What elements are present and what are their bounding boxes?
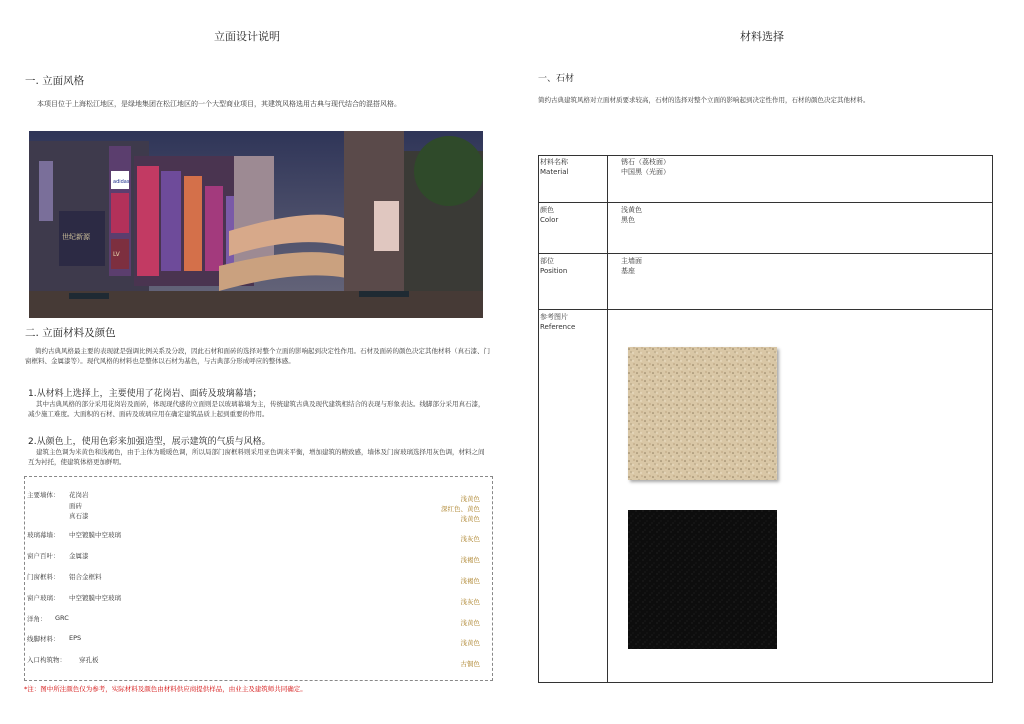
- granite-yellow-texture: [628, 347, 777, 480]
- color-label-en: Color: [540, 216, 559, 224]
- spec-color: 深红色、黄色: [441, 505, 480, 513]
- spec-label: 洋角：: [27, 615, 47, 623]
- spec-color: 浅灰色: [460, 535, 480, 543]
- spec-value: 花岗岩: [69, 491, 89, 499]
- spec-value: 中空镀膜中空玻璃: [69, 594, 121, 602]
- position-value: 基座: [621, 267, 635, 275]
- material-label-cn: 材料名称: [540, 158, 568, 166]
- material-value: 锈石（荔枝面）: [621, 158, 670, 166]
- color-label-cn: 颜色: [540, 206, 554, 214]
- material-spec-box: [24, 476, 493, 681]
- spec-value: 真石漆: [69, 512, 89, 520]
- spec-label: 门窗框料：: [27, 573, 60, 581]
- stone-text: 简约古典建筑风格对立面材质要求较高，石材的选择对整个立面的影响起到决定性作用，石材的颜色决定其他材料。: [538, 96, 870, 104]
- left-page-title: 立面设计说明: [214, 30, 280, 43]
- table-divider: [539, 309, 992, 310]
- spec-value: EPS: [69, 634, 82, 642]
- table-divider: [539, 253, 992, 254]
- color-value: 浅黄色: [621, 206, 642, 214]
- sign-text: LV: [113, 251, 120, 258]
- spec-color: 古铜色: [460, 660, 480, 668]
- reference-label-cn: 参考图片: [540, 313, 568, 321]
- building-photo: [29, 131, 483, 318]
- spec-label: 入口构筑物：: [27, 656, 66, 664]
- material-table: [538, 155, 993, 683]
- material-value: 中国黑（光面）: [621, 168, 670, 176]
- sign-text: adidas: [113, 179, 130, 185]
- spec-label: 窗户玻璃：: [27, 594, 60, 602]
- point-1-text: 其中古典风格的部分采用花岗岩及面砖，体现现代感的立面则是以玻璃幕墙为主，传统建筑古典及现代建筑相结合的表现与形象表达。线脚部分采用真石漆，减少施工难度。大面积的石材、面砖及玻璃应用在确定建筑品质上起到重要的作用。: [28, 400, 485, 418]
- spec-label: 窗户百叶：: [27, 552, 60, 560]
- spec-value: 穿孔板: [79, 656, 99, 664]
- position-label-en: Position: [540, 267, 568, 275]
- spec-label: 主要墙体：: [27, 491, 60, 499]
- position-value: 主墙面: [621, 257, 642, 265]
- spec-value: 中空镀膜中空玻璃: [69, 531, 121, 539]
- spec-value: 铝合金框料: [69, 573, 102, 581]
- stone-heading: 一、石材: [538, 74, 575, 84]
- spec-value: 金属漆: [69, 552, 89, 560]
- point-1-heading: 1.从材料上选择上，主要使用了花岗岩、面砖及玻璃幕墙；: [28, 389, 262, 399]
- spec-color: 浅黄色: [460, 619, 480, 627]
- material-label-en: Material: [540, 168, 569, 176]
- point-2-text: 建筑主色调为米黄色和浅褐色，由于主体为暖暖色调，所以局部门窗框料则采用亚色调来平衡，增加建筑的精致感，墙体及门窗玻璃选择用灰色调，材料之间互为衬托，使建筑体格更加鲜明。: [28, 448, 485, 466]
- spec-color: 浅褐色: [460, 577, 480, 585]
- sign-text: 世纪新源: [62, 233, 90, 241]
- spec-color: 浅灰色: [460, 598, 480, 606]
- spec-label: 玻璃幕墙：: [27, 531, 60, 539]
- china-black-texture: [628, 510, 777, 649]
- section-text-materials: 简约古典风格最主要的表现就是强调比例关系及分段，因此石材和面砖的选择对整个立面的影响起到决定性作用。石材及面砖的颜色决定其他材料（真石漆、门窗框料、金属漆等）。现代风格的材料也是整体以石材为基色，与古典部分形成呼应的整体感。: [25, 347, 490, 365]
- spec-value: GRC: [55, 614, 69, 622]
- reference-label-en: Reference: [540, 323, 576, 331]
- table-divider: [607, 156, 608, 682]
- position-label-cn: 部位: [540, 257, 554, 265]
- spec-color: 浅黄色: [460, 495, 480, 503]
- footnote: *注：图中所注颜色仅为参考，实际材料及颜色由材料供应商提供样品，由业主及建筑师共同确定。: [24, 685, 307, 693]
- table-divider: [539, 202, 992, 203]
- color-value: 黑色: [621, 216, 635, 224]
- section-heading-style: 一. 立面风格: [25, 75, 85, 87]
- building-photo-illustration: [29, 131, 483, 318]
- spec-color: 浅褐色: [460, 556, 480, 564]
- spec-color: 浅黄色: [460, 515, 480, 523]
- point-2-heading: 2.从颜色上，使用色彩来加强造型，展示建筑的气质与风格。: [28, 437, 271, 447]
- section-text-style: 本项目位于上海松江地区，是绿地集团在松江地区的一个大型商业项目，其建筑风格选用古典与现代结合的混搭风格。: [37, 100, 401, 108]
- spec-color: 浅黄色: [460, 639, 480, 647]
- granite-yellow-swatch: [628, 347, 777, 480]
- spec-value: 面砖: [69, 502, 82, 510]
- spec-label: 线脚材料：: [27, 635, 60, 643]
- section-heading-materials: 二. 立面材料及颜色: [25, 327, 116, 339]
- china-black-swatch: [628, 510, 777, 649]
- right-page-title: 材料选择: [740, 30, 784, 43]
